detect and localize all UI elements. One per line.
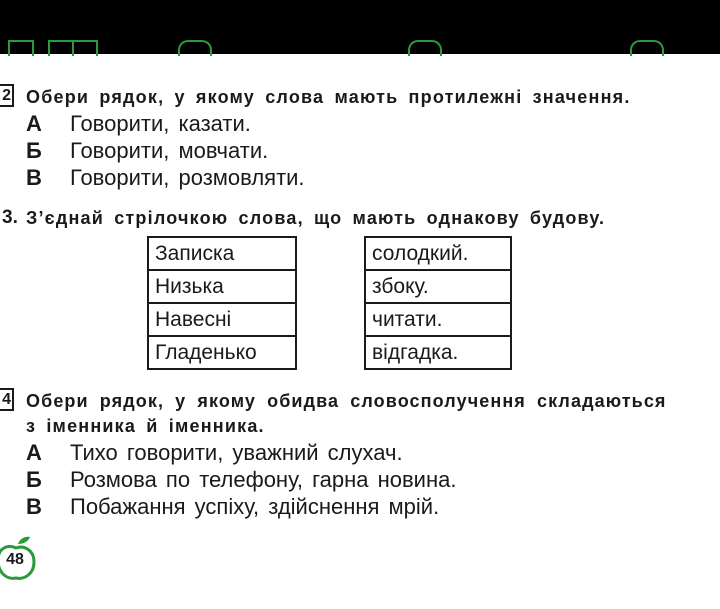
question-2-option-c[interactable] — [26, 165, 305, 191]
question-4-option-a[interactable] — [26, 440, 403, 466]
question-2-text: Обери рядок, у якому слова мають протилежні значення. — [26, 87, 631, 107]
option-text: Говорити, розмовляти. — [70, 165, 305, 190]
option-letter: А — [26, 111, 42, 136]
left-word-cell[interactable]: Низька — [148, 270, 296, 303]
left-word-cell[interactable]: Навесні — [148, 303, 296, 336]
question-3-number: 3. — [2, 207, 18, 228]
green-square-decor — [72, 40, 98, 56]
green-circle-decor — [178, 40, 212, 56]
page-number: 48 — [6, 551, 24, 568]
top-dark-band — [0, 0, 720, 54]
option-letter: В — [26, 165, 42, 190]
question-3-text: З’єднай стрілочкою слова, що мають однакову будову. — [26, 208, 606, 228]
right-words-table — [364, 236, 512, 370]
question-2-option-b[interactable] — [26, 138, 268, 164]
green-square-decor — [48, 40, 74, 56]
left-words-table — [147, 236, 297, 370]
question-2-number: 2 — [0, 84, 14, 107]
option-letter: А — [26, 440, 42, 465]
green-circle-decor — [408, 40, 442, 56]
option-letter: В — [26, 494, 42, 519]
left-word-cell[interactable]: Записка — [148, 237, 296, 270]
green-square-decor — [8, 40, 34, 56]
question-4-option-c[interactable] — [26, 494, 439, 520]
right-word-cell[interactable]: читати. — [365, 303, 511, 336]
option-letter: Б — [26, 467, 42, 492]
question-4-text-line1: Обери рядок, у якому обидва словосполучення складаються — [26, 391, 667, 411]
left-word-cell[interactable]: Гладенько — [148, 336, 296, 369]
green-circle-decor — [630, 40, 664, 56]
option-text: Побажання успіху, здійснення мрій. — [70, 494, 440, 519]
right-word-cell[interactable]: збоку. — [365, 270, 511, 303]
right-word-cell[interactable]: відгадка. — [365, 336, 511, 369]
option-text: Говорити, казати. — [70, 111, 251, 136]
question-4-text-line2: з іменника й іменника. — [26, 416, 265, 436]
option-text: Говорити, мовчати. — [70, 138, 269, 163]
option-text: Розмова по телефону, гарна новина. — [70, 467, 457, 492]
right-word-cell[interactable]: солодкий. — [365, 237, 511, 270]
question-4-option-b[interactable] — [26, 467, 456, 493]
question-4-number: 4 — [0, 388, 14, 411]
option-letter: Б — [26, 138, 42, 163]
question-2-option-a[interactable] — [26, 111, 251, 137]
option-text: Тихо говорити, уважний слухач. — [70, 440, 403, 465]
